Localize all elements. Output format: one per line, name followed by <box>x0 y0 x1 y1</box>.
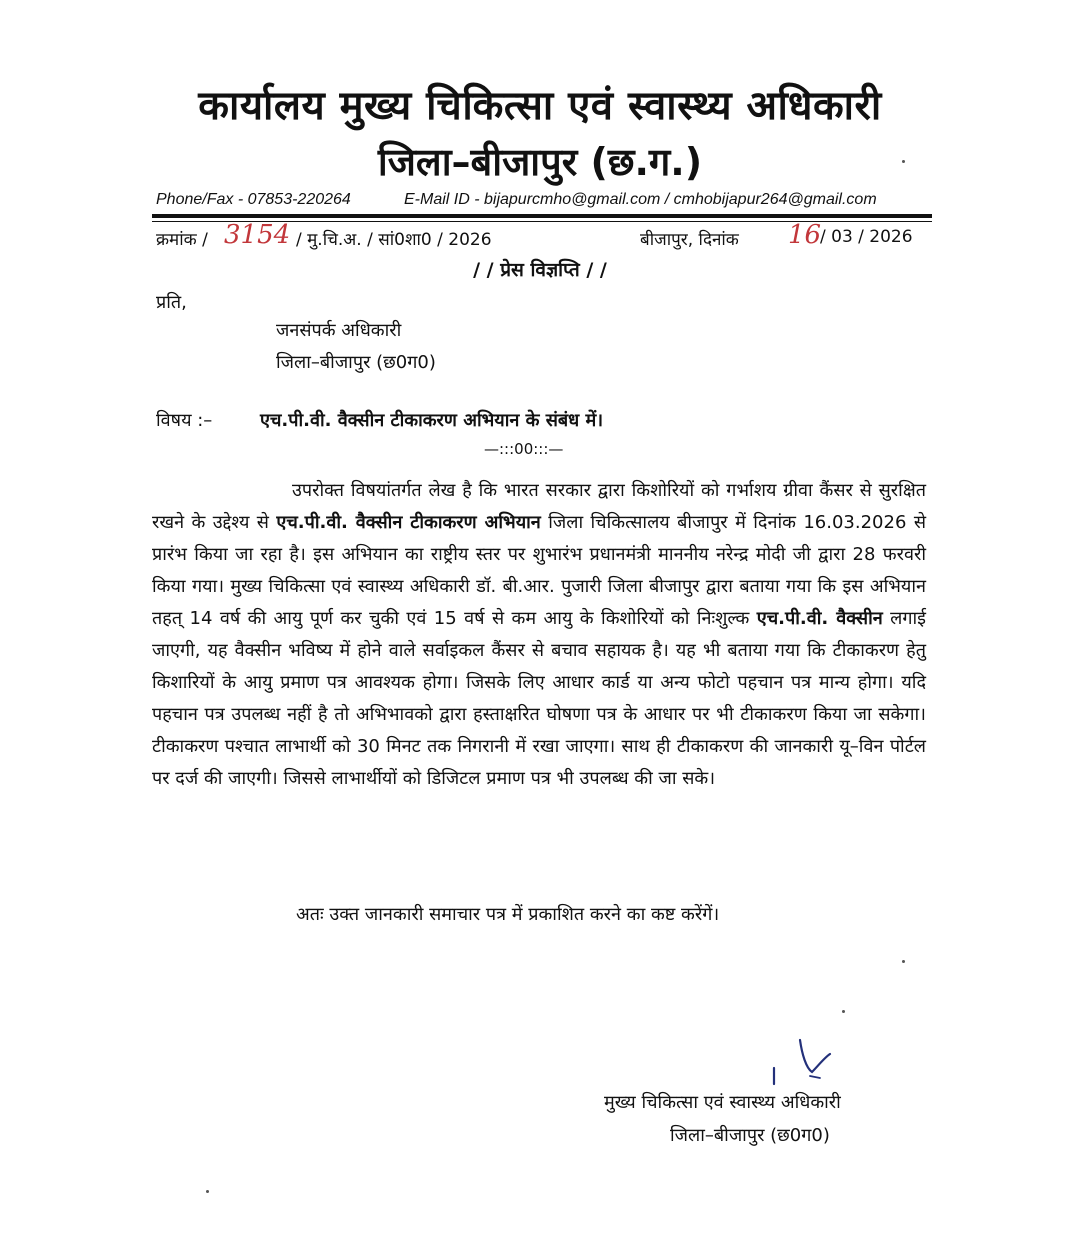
body-bold-campaign: एच.पी.वी. वैक्सीन टीकाकरण अभियान <box>276 512 541 533</box>
place-date-label: बीजापुर, दिनांक <box>640 230 739 250</box>
body-text-1: उपरोक्त विषयांतर्गत लेख है कि भारत सरकार द्वारा किशोरियों को गर्भाशय ग्रीवा कैंसर से सुरक्षित रखने के उद्देश्य से <box>152 480 926 533</box>
subject-text: एच.पी.वी. वैक्सीन टीकाकरण अभियान के संबंध में। <box>260 410 604 431</box>
letterhead-rule <box>152 214 932 218</box>
kramank-suffix: / मु.चि.अ. / सां0शा0 / 2026 <box>296 230 492 250</box>
press-release-title: / / प्रेस विज्ञप्ति / / <box>473 259 607 281</box>
closing-request: अतः उक्त जानकारी समाचार पत्र में प्रकाशित करने का कष्ट करेंगें। <box>296 904 720 925</box>
body-paragraph <box>152 475 926 795</box>
prati-label: प्रति, <box>156 292 187 313</box>
phone-fax: Phone/Fax - 07853-220264 <box>156 191 351 208</box>
scan-speck <box>842 1010 845 1013</box>
date-month-year: / 03 / 2026 <box>820 227 913 247</box>
body-text-3: लगाई जाएगी, यह वैक्सीन भविष्य में होने वाले सर्वाइकल कैंसर से बचाव सहायक है। यह भी बताया गया कि टीकाकरण हेतु किशारियों के आयु प्रमाण पत्र आवश्यक होगा। जिसके लिए आधार कार्ड या अन्य फोटो पहचान पत्र मान्य होगा। यदि पहचान पत्र उपलब्ध नहीं है तो अभिभावको द्वारा हस्ताक्षरित घोषणा पत्र के आधार पर भी टीकाकरण किया जा सकेगा। टीकाकरण पश्चात लाभार्थी को 30 मिनट तक निगरानी में रखा जाएगा। साथ ही टीकाकरण की जानकारी यू–विन पोर्टल पर दर्ज की जाएगी। जिससे लाभार्थीयों को डिजिटल प्रमाण पत्र भी उपलब्ध की जा सके। <box>152 608 926 789</box>
body-bold-vaccine: एच.पी.वी. वैक्सीन <box>756 608 883 629</box>
scan-speck <box>902 160 905 163</box>
email-contact: E-Mail ID - bijapurcmho@gmail.com / cmhobijapur264@gmail.com <box>404 191 877 208</box>
district-heading: जिला–बीजापुर (छ.ग.) <box>377 140 703 184</box>
kramank-label: क्रमांक / <box>156 230 208 250</box>
scan-speck <box>206 1190 209 1193</box>
scan-speck <box>902 960 905 963</box>
separator: —:::00:::— <box>484 440 564 458</box>
subject-label: विषय :– <box>156 410 213 431</box>
kramank-number-handwritten: 3154 <box>224 220 291 250</box>
recipient-designation: जनसंपर्क अधिकारी <box>276 320 402 341</box>
signatory-designation: मुख्य चिकित्सा एवं स्वास्थ्य अधिकारी <box>604 1092 841 1113</box>
recipient-district: जिला–बीजापुर (छ0ग0) <box>276 352 436 373</box>
date-day-handwritten: 16 <box>788 220 822 250</box>
handwritten-signature <box>760 1032 840 1092</box>
body-text-2: जिला चिकित्सालय बीजापुर में दिनांक 16.03.2026 से प्रारंभ किया जा रहा है। इस अभियान का राष्ट्रीय स्तर पर शुभारंभ प्रधानमंत्री माननीय नरेन्द्र मोदी जी द्वारा 28 फरवरी किया गया। मुख्य चिकित्सा एवं स्वास्थ्य अधिकारी डॉ. बी.आर. पुजारी जिला बीजापुर द्वारा बताया गया कि इस अभियान तहत् 14 वर्ष की आयु पूर्ण कर चुकी एवं 15 वर्ष से कम आयु के किशोरियों को निःशुल्क <box>152 512 926 629</box>
signatory-district: जिला–बीजापुर (छ0ग0) <box>670 1125 830 1146</box>
office-title: कार्यालय मुख्य चिकित्सा एवं स्वास्थ्य अधिकारी <box>198 83 882 129</box>
